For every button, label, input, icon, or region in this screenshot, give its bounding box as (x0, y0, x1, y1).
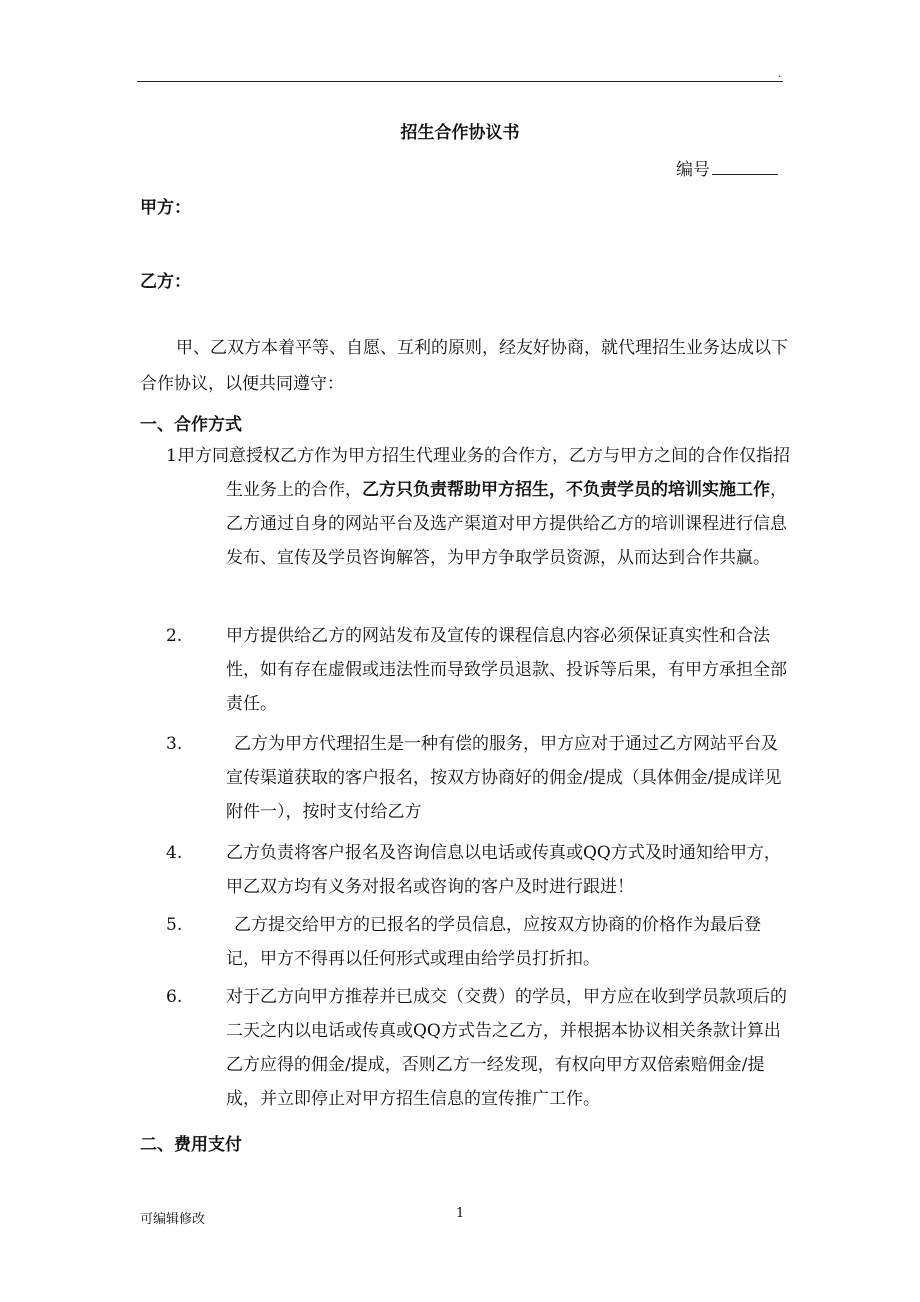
clause-2 (166, 619, 790, 721)
party-a-label: 甲方： (140, 198, 191, 218)
clause-number: 3. (166, 734, 183, 754)
header-rule (137, 81, 783, 82)
section-1-heading: 一、合作方式 (140, 415, 242, 435)
clause-number: 4. (166, 843, 183, 863)
clause-text: 对于乙方向甲方推荐并已成交（交费）的学员，甲方应在收到学员款项后的二天之内以电话或传真或QQ方式告之乙方，并根据本协议相关条款计算出乙方应得的佣金/提成，否则乙方一经发现，有权向甲方双倍索赔佣金/提成，并立即停止对甲方招生信息的宣传推广工作。 (226, 987, 787, 1109)
number-label: 编号 (676, 160, 710, 180)
document-title: 招生合作协议书 (400, 123, 520, 143)
clause-3 (166, 727, 790, 829)
clause-number: 5. (166, 915, 183, 935)
clause-text: 甲方同意授权乙方作为甲方招生代理业务的合作方，乙方与甲方之间的合作仅指招生业务上的合作，乙方只负责帮助甲方招生，不负责学员的培训实施工作，乙方通过自身的网站平台及选产渠道对甲方提供给乙方的培训课程进行信息发布、宣传及学员咨询解答，为甲方争取学员资源，从而达到合作共赢。 (178, 446, 790, 568)
header-mark: . (778, 69, 782, 80)
clause-text: 甲方提供给乙方的网站发布及宣传的课程信息内容必须保证真实性和合法性，如有存在虚假或违法性而导致学员退款、投诉等后果，有甲方承担全部责任。 (226, 626, 787, 714)
clause-number: 1. (166, 446, 183, 466)
number-blank (712, 159, 778, 175)
footer-note: 可编辑修改 (140, 1212, 206, 1227)
section-2-heading: 二、费用支付 (140, 1135, 242, 1155)
intro-paragraph: 甲、乙双方本着平等、自愿、互利的原则，经友好协商，就代理招生业务达成以下合作协议，以便共同遵守： (140, 338, 788, 394)
clause-bold-text: 乙方只负责帮助甲方招生，不负责学员的培训实施工作 (362, 480, 770, 500)
document-number (676, 155, 778, 180)
clause-text: 乙方为甲方代理招生是一种有偿的服务，甲方应对于通过乙方网站平台及宣传渠道获取的客户报名，按双方协商好的佣金/提成（具体佣金/提成详见附件一），按时支付给乙方 (226, 734, 782, 822)
clause-text: 乙方负责将客户报名及咨询信息以电话或传真或QQ方式及时通知给甲方，甲乙双方均有义务对报名或咨询的客户及时进行跟进！ (226, 843, 781, 897)
clause-5 (166, 908, 790, 976)
page-number: 1 (456, 1206, 465, 1221)
clause-1 (166, 439, 790, 575)
party-b-label: 乙方： (140, 272, 191, 292)
clause-number: 6. (166, 987, 183, 1007)
clause-text: 乙方提交给甲方的已报名的学员信息，应按双方协商的价格作为最后登记，甲方不得再以任何形式或理由给学员打折扣。 (226, 915, 761, 969)
clause-6 (166, 980, 790, 1116)
clause-4 (166, 836, 790, 904)
clause-number: 2. (166, 626, 183, 646)
